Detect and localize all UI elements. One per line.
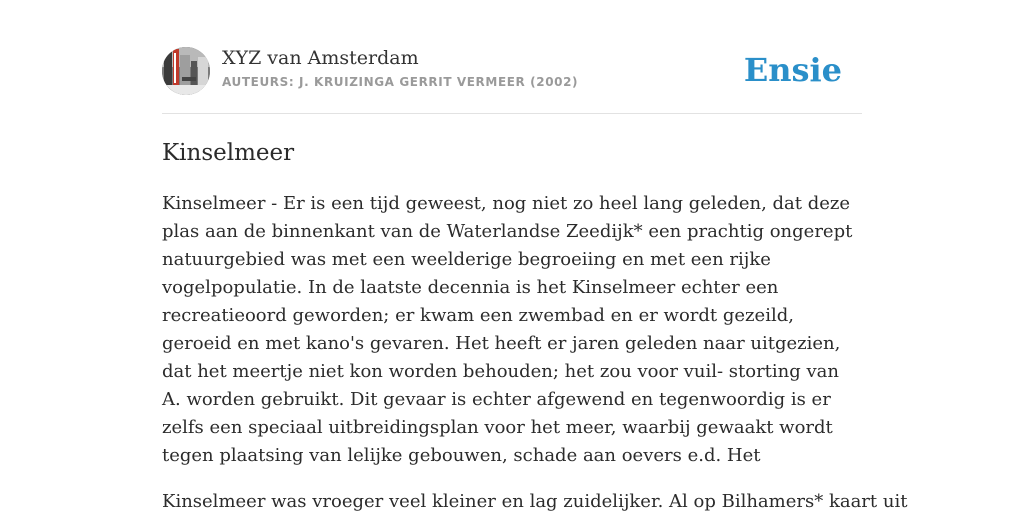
source-title[interactable]: XYZ van Amsterdam (222, 47, 419, 69)
entry-title: Kinselmeer (162, 140, 295, 166)
book-cover-thumbnail-icon (162, 47, 210, 95)
ensie-logo[interactable]: Ensie (743, 51, 842, 89)
source-header (162, 0, 862, 114)
entry-paragraph: Kinselmeer - Er is een tijd geweest, nog niet zo heel lang geleden, dat deze plas aan de binnenkant van de Waterlandse Zeedijk* een prachtig ongerept natuurgebied was met een weelderige begroeiing en met een rijke vogelpopulatie. In de laatste decennia is het Kinselmeer echter een recreatieoord geworden; er kwam een zwembad en er wordt gezeild, geroeid en met kano's gevaren. Het heeft er jaren geleden naar uitgezien, dat het meertje niet kon worden behouden; het zou voor vuil- storting van A. worden gebruikt. Dit gevaar is echter afgewend en tegenwoordig is er zelfs een speciaal uitbreidingsplan voor het meer, waarbij gewaakt wordt tegen plaatsing van lelijke gebouwen, schade aan oevers e.d. Het (162, 193, 853, 466)
page-container (162, 0, 908, 512)
source-avatar[interactable] (162, 47, 210, 95)
entry-paragraph: Kinselmeer was vroeger veel kleiner en lag zuidelijker. Al op Bilhamers* kaart uit (162, 491, 908, 512)
source-authors: AUTEURS: J. KRUIZINGA GERRIT VERMEER (2002) (222, 75, 579, 89)
